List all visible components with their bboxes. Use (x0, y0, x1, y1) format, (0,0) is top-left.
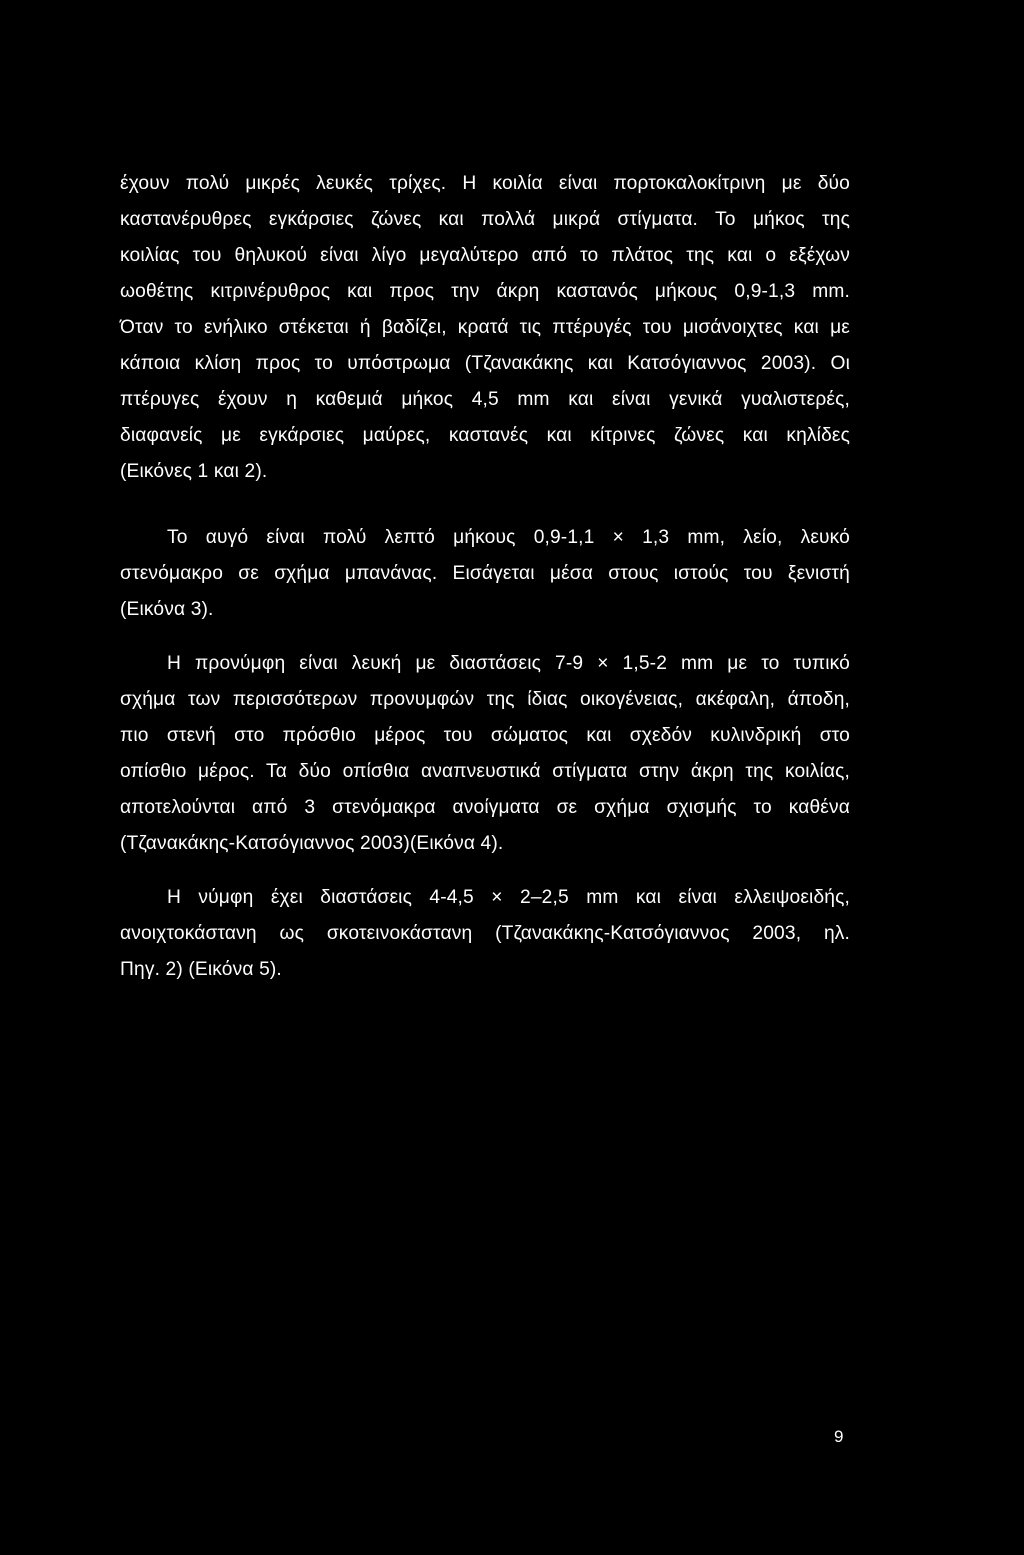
text-line: ανοιχτοκάστανη ως σκοτεινοκάστανη (Τζανακάκης-Κατσόγιαννος 2003, ηλ. (120, 923, 850, 944)
text-line: διαφανείς με εγκάρσιες μαύρες, καστανές και κίτρινες ζώνες και κηλίδες (120, 425, 850, 446)
text-line: (Εικόνα 3). (120, 599, 214, 620)
text-line: κάποια κλίση προς το υπόστρωμα (Τζανακάκης και Κατσόγιαννος 2003). Οι (120, 353, 850, 374)
text-line: κοιλίας του θηλυκού είναι λίγο μεγαλύτερο από το πλάτος της και ο εξέχων (120, 245, 850, 266)
text-line: Η νύμφη έχει διαστάσεις 4-4,5 × 2–2,5 mm και είναι ελλειψοειδής, (167, 887, 850, 908)
text-line: Η προνύμφη είναι λευκή με διαστάσεις 7-9 × 1,5-2 mm με το τυπικό (167, 653, 850, 674)
text-line: οπίσθιο μέρος. Τα δύο οπίσθια αναπνευστικά στίγματα στην άκρη της κοιλίας, (120, 761, 850, 782)
text-line: Όταν το ενήλικο στέκεται ή βαδίζει, κρατά τις πτέρυγές του μισάνοιχτες και με (120, 317, 850, 338)
text-line: Πηγ. 2) (Εικόνα 5). (120, 959, 282, 980)
text-line: (Τζανακάκης-Κατσόγιαννος 2003)(Εικόνα 4). (120, 833, 504, 854)
text-line: Το αυγό είναι πολύ λεπτό μήκους 0,9-1,1 × 1,3 mm, λείο, λευκό (167, 527, 850, 548)
text-line: (Εικόνες 1 και 2). (120, 461, 268, 482)
text-line: αποτελούνται από 3 στενόμακρα ανοίγματα σε σχήμα σχισμής το καθένα (120, 797, 850, 818)
page-number: 9 (834, 1427, 844, 1446)
text-line: στενόμακρο σε σχήμα μπανάνας. Εισάγεται μέσα στους ιστούς του ξενιστή (120, 563, 850, 584)
text-line: έχουν πολύ μικρές λευκές τρίχες. Η κοιλία είναι πορτοκαλοκίτρινη με δύο (120, 173, 850, 194)
text-line: ωοθέτης κιτρινέρυθρος και προς την άκρη καστανός μήκους 0,9-1,3 mm. (120, 281, 850, 302)
text-line: πιο στενή στο πρόσθιο μέρος του σώματος και σχεδόν κυλινδρική στο (120, 725, 850, 746)
text-line: πτέρυγες έχουν η καθεμιά μήκος 4,5 mm και είναι γενικά γυαλιστερές, (120, 389, 850, 410)
text-line: σχήμα των περισσότερων προνυμφών της ίδιας οικογένειας, ακέφαλη, άποδη, (120, 689, 850, 710)
text-line: καστανέρυθρες εγκάρσιες ζώνες και πολλά μικρά στίγματα. Το μήκος της (120, 209, 850, 230)
